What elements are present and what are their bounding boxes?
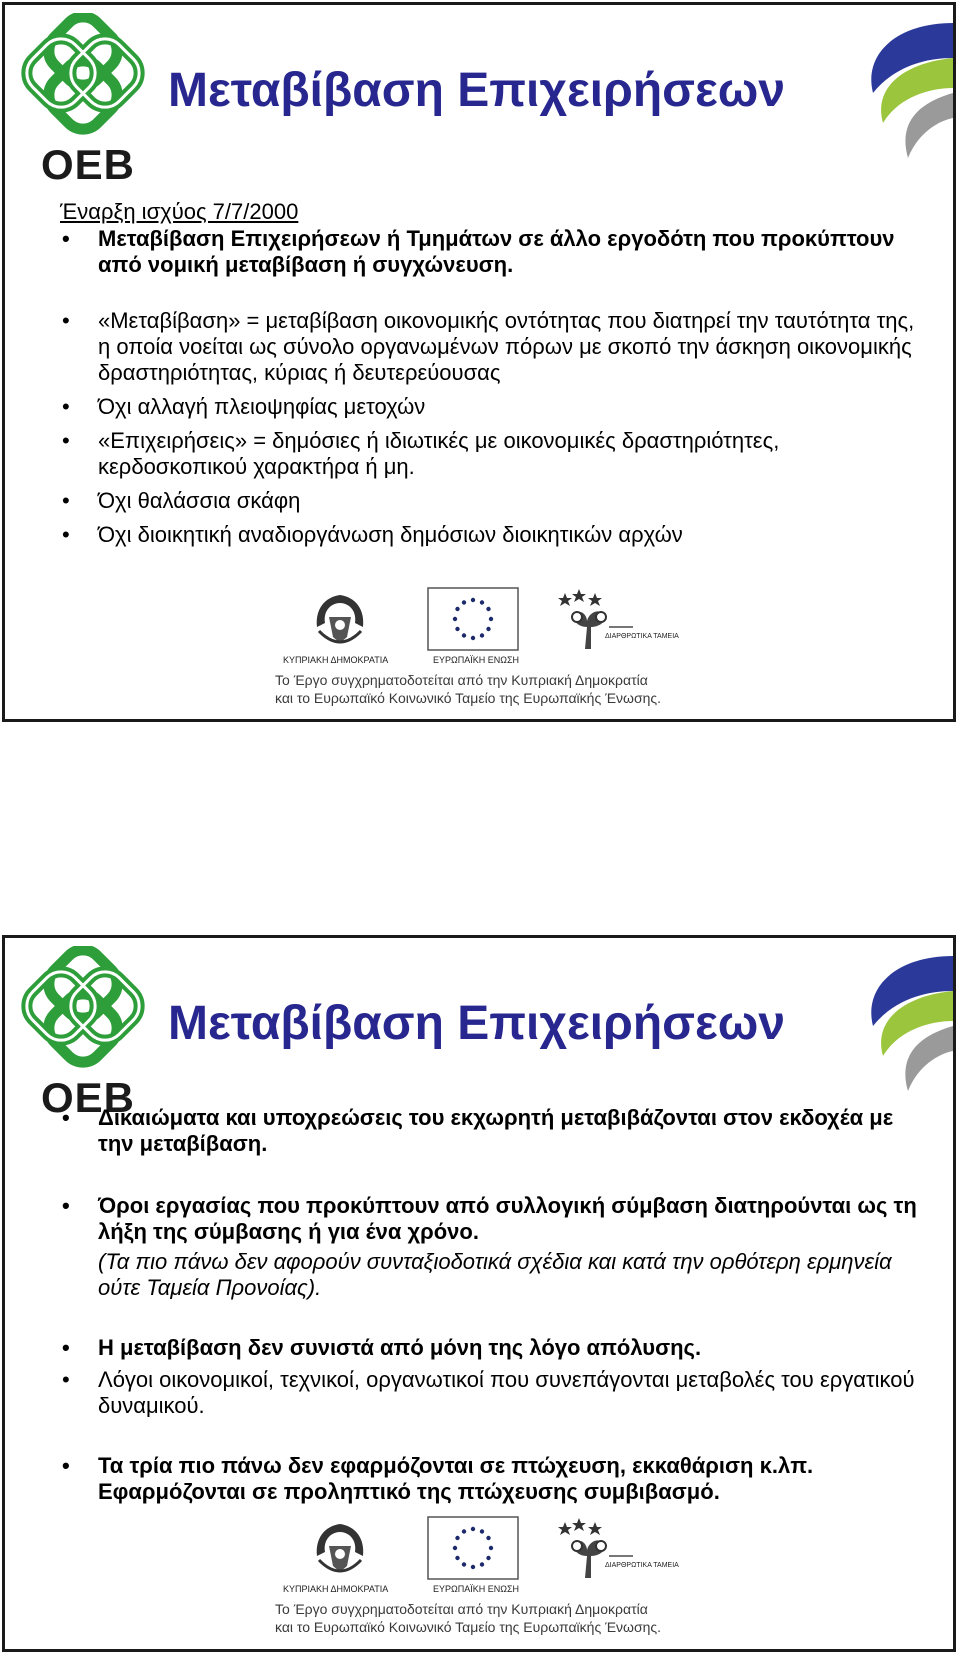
bullet-item: • Λόγοι οικονομικοί, τεχνικοί, οργανωτικοί που συνεπάγονται μεταβολές του εργατικού δυναμικού. [60,1367,930,1419]
swoosh-decoration-icon [803,946,953,1096]
caption-line: Το Έργο συγχρηματοδοτείται από την Κυπριακή Δημοκρατία [275,1601,648,1617]
slide-title: Μεταβίβαση Επιχειρήσεων [168,64,786,117]
funds-label: ΔΙΑΡΘΡΩΤΙΚΑ ΤΑΜΕΙΑ [605,633,679,640]
bullet-list [60,226,930,548]
bullet-item: • Όχι αλλαγή πλειοψηφίας μετοχών [60,394,930,420]
oeb-logo [13,946,173,1126]
funding-caption [275,1600,715,1636]
eu-label: ΕΥΡΩΠΑΪΚΗ ΕΝΩΣΗ [433,1584,520,1594]
cyprus-emblem-icon [305,1516,375,1582]
oeb-logo [13,13,173,193]
funding-footer [275,587,715,707]
bullet-item: • Η μεταβίβαση δεν συνιστά από μόνη της λόγο απόλυσης. [60,1335,930,1361]
caption-line: και το Ευρωπαϊκό Κοινωνικό Ταμείο της Ευρωπαϊκής Ένωσης. [275,1619,662,1635]
caption-line: Το Έργο συγχρηματοδοτείται από την Κυπριακή Δημοκρατία [275,672,648,688]
bullet-list [60,1105,930,1505]
bullet-item: • Μεταβίβαση Επιχειρήσεων ή Τμημάτων σε άλλο εργοδότη που προκύπτουν από νομική μεταβίβαση ή συγχώνευση. [60,226,930,278]
slide-1 [2,2,956,722]
emblem-row [275,587,715,667]
swoosh-decoration-icon [803,13,953,163]
bullet-item: • «Επιχειρήσεις» = δημόσιες ή ιδιωτικές με οικονομικές δραστηριότητες, κερδοσκοπικού χαρακτήρα ή μη. [60,428,930,480]
caption-line: και το Ευρωπαϊκό Κοινωνικό Ταμείο της Ευρωπαϊκής Ένωσης. [275,690,662,706]
slide-title: Μεταβίβαση Επιχειρήσεων [168,997,786,1050]
bullet-item: • Δικαιώματα και υποχρεώσεις του εκχωρητή μεταβιβάζονται στον εκδοχέα με την μεταβίβαση. [60,1105,930,1157]
bullet-note: (Τα πιο πάνω δεν αφορούν συνταξιοδοτικά σχέδια και κατά την ορθότερη ερμηνεία ούτε Ταμεία Προνοίας). [98,1249,892,1300]
funding-caption [275,671,715,707]
cyprus-label: ΚΥΠΡΙΑΚΗ ΔΗΜΟΚΡΑΤΙΑ [283,1584,389,1594]
eu-flag-icon [427,1516,519,1580]
bullet-item: • Τα τρία πιο πάνω δεν εφαρμόζονται σε πτώχευση, εκκαθάριση κ.λπ. Εφαρμόζονται σε προληπτικό της πτώχευσης συμβιβασμό. [60,1453,930,1505]
funding-footer [275,1516,715,1636]
eu-flag-icon [427,587,519,651]
bullet-item: • Όχι διοικητική αναδιοργάνωση δημόσιων διοικητικών αρχών [60,522,930,548]
bullet-text: Όροι εργασίας που προκύπτουν από συλλογική σύμβαση διατηρούνται ως τη λήξη της σύμβασης ή για ένα χρόνο. [98,1193,917,1244]
effective-date-heading: Έναρξη ισχύος 7/7/2000 [60,199,299,224]
oeb-logo-text: OEB [41,1074,136,1121]
bullet-item [60,1193,930,1301]
emblem-row [275,1516,715,1596]
oeb-logo-text: OEB [41,141,136,188]
slide-2 [2,935,956,1652]
bullet-item: • «Μεταβίβαση» = μεταβίβαση οικονομικής οντότητας που διατηρεί την ταυτότητα της, η οποία νοείται ως σύνολο οργανωμένων πόρων με σκοπό την άσκηση οικονομικής δραστηριότητας, κύριας ή δευτερεύουσας [60,308,930,386]
funds-label: ΔΙΑΡΘΡΩΤΙΚΑ ΤΑΜΕΙΑ [605,1562,679,1569]
structural-funds-tree-icon [557,587,637,653]
structural-funds-tree-icon [557,1516,637,1582]
knot-logo-icon [13,13,173,143]
cyprus-emblem-icon [305,587,375,653]
knot-logo-icon [13,946,173,1076]
bullet-item: • Όχι θαλάσσια σκάφη [60,488,930,514]
eu-label: ΕΥΡΩΠΑΪΚΗ ΕΝΩΣΗ [433,655,520,665]
cyprus-label: ΚΥΠΡΙΑΚΗ ΔΗΜΟΚΡΑΤΙΑ [283,655,389,665]
